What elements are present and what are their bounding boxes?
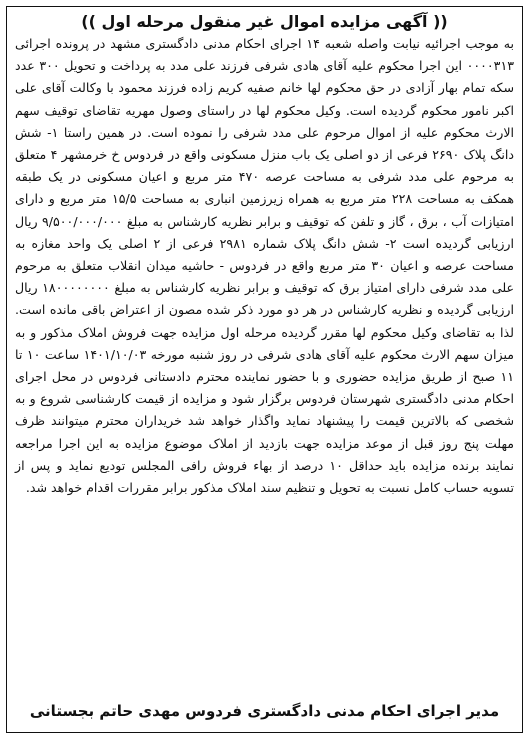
- auction-notice: [6, 6, 523, 733]
- notice-signature: مدیر اجرای احکام مدنی دادگستری فردوس مهدی حاتم بجستانی: [29, 702, 500, 720]
- notice-body: به موجب اجرائیه نیابت واصله شعبه ۱۴ اجرای احکام مدنی دادگستری مشهد در پرونده اجرائی ۰۰۰۰۳۱۳ این اجرا محکوم علیه آقای هادی شرفی فرزند علی مدد به پرداخت و تحویل ۳۰۰ عدد سکه تمام بهار آزادی در حق محکوم لها خانم صفیه کریم زاده فرزند محمود با وکالت آقای علی اکبر نامور محکوم گردیده است. وکیل محکوم لها در راستای وصول مهریه تقاضای توقیف سهم الارث محکوم علیه از اموال مرحوم علی مدد شرفی را نموده است. در همین راستا ۱- شش دانگ پلاک ۲۶۹۰ فرعی از دو اصلی یک باب منزل مسکونی واقع در فردوس خ خرمشهر ۴ متعلق به مرحوم علی مدد شرفی به مساحت عرصه ۴۷۰ متر مربع و اعیان مسکونی در یک طبقه همکف به مساحت ۲۲۸ متر مربع به همراه زیرزمین انباری به مساحت ۱۵/۵ متر مربع و دارای امتیازات آب ، برق ، گاز و تلفن که توقیف و برابر نظریه کارشناس به مبلغ ۹/۵۰۰/۰۰۰/۰۰۰ ریال ارزیابی گردیده است ۲- شش دانگ پلاک شماره ۲۹۸۱ فرعی از ۲ اصلی یک واحد مغازه به مساحت عرصه و اعیان ۳۰ متر مربع واقع در فردوس - حاشیه میدان انقلاب متعلق به مرحوم علی مدد شرفی دارای امتیاز برق که توقیف و برابر نظریه کارشناس به مبلغ ۱۸۰۰۰۰۰۰۰۰ ریال ارزیابی گردیده و نظریه کارشناس در هر دو مورد ذکر شده مصون از اعتراض باقی مانده است. لذا به تقاضای وکیل محکوم لها مقرر گردیده مرحله اول مزایده جهت فروش املاک مذکور و به میزان سهم الارث محکوم علیه آقای هادی شرفی در روز شنبه مورخه ۱۴۰۱/۱۰/۰۳ ساعت ۱۰ تا ۱۱ صبح از طریق مزایده حضوری و با حضور نماینده محترم دادستانی فردوس در محل اجرای احکام مدنی دادگستری شهرستان فردوس برگزار شود و مزایده از قیمت کارشناسی شروع و به شخصی که بالاترین قیمت را پیشنهاد نماید واگذار خواهد شد خریداران محترم میتوانند ظرف مهلت پنج روز قبل از موعد مزایده جهت بازدید از املاک موضوع مزایده به این اجرا مراجعه نمایند برنده مزایده باید حداقل ۱۰ درصد از بهاء فروش رافی المجلس تودیع نماید و پس از تسویه حساب کامل نسبت به تحویل و تنظیم سند املاک مذکور برابر مقررات اقدام خواهد شد.: [15, 36, 515, 496]
- notice-title: (( آگهی مزایده اموال غیر منقول مرحله اول )): [81, 12, 448, 31]
